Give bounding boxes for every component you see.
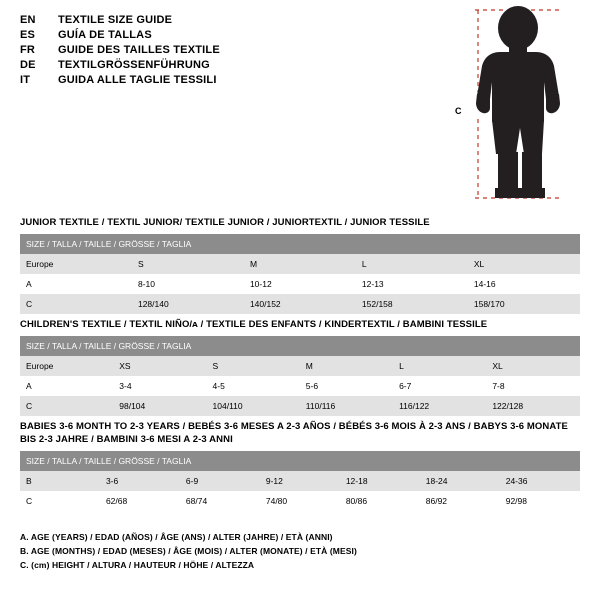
cell: 74/80 (260, 491, 340, 511)
cell: 8-10 (132, 274, 244, 294)
header-row (20, 44, 400, 56)
row-label: C (20, 491, 100, 511)
cell: 86/92 (420, 491, 500, 511)
cell: 62/68 (100, 491, 180, 511)
cell: 4-5 (207, 376, 300, 396)
cell: 152/158 (356, 294, 468, 314)
legend-line-a: A. AGE (YEARS) / EDAD (AÑOS) / ÂGE (ANS) / ALTER (JAHRE) / ETÀ (ANNI) (20, 532, 333, 542)
row-label: Europe (20, 254, 132, 274)
table-row (20, 254, 580, 274)
header-lang-code: EN (20, 14, 36, 26)
legend-line-b: B. AGE (MONTHS) / EDAD (MESES) / ÂGE (MOIS) / ALTER (MONATE) / ETÀ (MESI) (20, 546, 357, 556)
cell: M (244, 254, 356, 274)
cell: L (393, 356, 486, 376)
header-row (20, 14, 400, 26)
cell: S (207, 356, 300, 376)
legend-line-c: C. (cm) HEIGHT / ALTURA / HAUTEUR / HÖHE / ALTEZZA (20, 560, 255, 570)
section-children (20, 318, 580, 416)
cell: 12-13 (356, 274, 468, 294)
table-head-label: SIZE / TALLA / TAILLE / GRÖSSE / TAGLIA (20, 336, 580, 356)
cell: 14-16 (468, 274, 580, 294)
cell: 158/170 (468, 294, 580, 314)
section-babies (20, 420, 580, 511)
section-title: BABIES 3-6 MONTH TO 2-3 YEARS / BEBÉS 3-6 MESES A 2-3 AÑOS / BÉBÉS 3-6 MOIS À 2-3 ANS / BABYS 3-6 MONATE BIS 2-3 JAHRE / BAMBINI 3-6 MESI A 2-3 ANNI (20, 421, 568, 445)
silhouette-shape (476, 6, 560, 198)
table-head-label: SIZE / TALLA / TAILLE / GRÖSSE / TAGLIA (20, 234, 580, 254)
header-title-text: GUIDE DES TAILLES TEXTILE (58, 44, 220, 56)
size-table-children (20, 336, 580, 416)
cell: XL (468, 254, 580, 274)
cell: 18-24 (420, 471, 500, 491)
table-row (20, 294, 580, 314)
header-title-text: TEXTILGRÖSSENFÜHRUNG (58, 59, 210, 71)
table-head-row (20, 451, 580, 471)
cell: L (356, 254, 468, 274)
cell: S (132, 254, 244, 274)
header-title-text: GUIDA ALLE TAGLIE TESSILI (58, 74, 217, 86)
header-lang-code: DE (20, 59, 36, 71)
section-title: JUNIOR TEXTILE / TEXTIL JUNIOR/ TEXTILE JUNIOR / JUNIORTEXTIL / JUNIOR TESSILE (20, 217, 430, 228)
child-silhouette-figure (440, 4, 590, 204)
cell: 3-6 (100, 471, 180, 491)
cell: XL (486, 356, 580, 376)
header-lang-code: ES (20, 29, 36, 41)
table-head-row (20, 336, 580, 356)
table-head-row (20, 234, 580, 254)
cell: 6-7 (393, 376, 486, 396)
header-block (20, 14, 400, 89)
table-row (20, 471, 580, 491)
cell: 9-12 (260, 471, 340, 491)
header-row (20, 29, 400, 41)
cell: 92/98 (500, 491, 580, 511)
cell: 12-18 (340, 471, 420, 491)
table-row (20, 356, 580, 376)
row-label: C (20, 294, 132, 314)
header-lang-code: IT (20, 74, 31, 86)
measurement-label-c: C (455, 106, 462, 116)
header-title-text: TEXTILE SIZE GUIDE (58, 14, 173, 26)
cell: 80/86 (340, 491, 420, 511)
table-row (20, 396, 580, 416)
cell: 140/152 (244, 294, 356, 314)
row-label: A (20, 376, 113, 396)
cell: 68/74 (180, 491, 260, 511)
size-table-junior (20, 234, 580, 314)
cell: 6-9 (180, 471, 260, 491)
cell: 104/110 (207, 396, 300, 416)
table-row (20, 274, 580, 294)
cell: M (300, 356, 393, 376)
row-label: Europe (20, 356, 113, 376)
section-title: CHILDREN'S TEXTILE / TEXTIL NIÑO/ᴀ / TEXTILE DES ENFANTS / KINDERTEXTIL / BAMBINI TESSILE (20, 319, 488, 330)
header-lang-code: FR (20, 44, 36, 56)
header-row (20, 74, 400, 86)
cell: XS (113, 356, 206, 376)
row-label: B (20, 471, 100, 491)
header-row (20, 59, 400, 71)
cell: 116/122 (393, 396, 486, 416)
row-label: C (20, 396, 113, 416)
section-junior (20, 216, 580, 314)
row-label: A (20, 274, 132, 294)
cell: 7-8 (486, 376, 580, 396)
cell: 98/104 (113, 396, 206, 416)
size-table-babies (20, 451, 580, 511)
cell: 3-4 (113, 376, 206, 396)
table-row (20, 491, 580, 511)
cell: 128/140 (132, 294, 244, 314)
cell: 5-6 (300, 376, 393, 396)
table-head-label: SIZE / TALLA / TAILLE / GRÖSSE / TAGLIA (20, 451, 580, 471)
cell: 110/116 (300, 396, 393, 416)
cell: 122/128 (486, 396, 580, 416)
cell: 10-12 (244, 274, 356, 294)
header-title-text: GUÍA DE TALLAS (58, 29, 152, 41)
table-row (20, 376, 580, 396)
cell: 24-36 (500, 471, 580, 491)
legend-block (20, 530, 580, 572)
